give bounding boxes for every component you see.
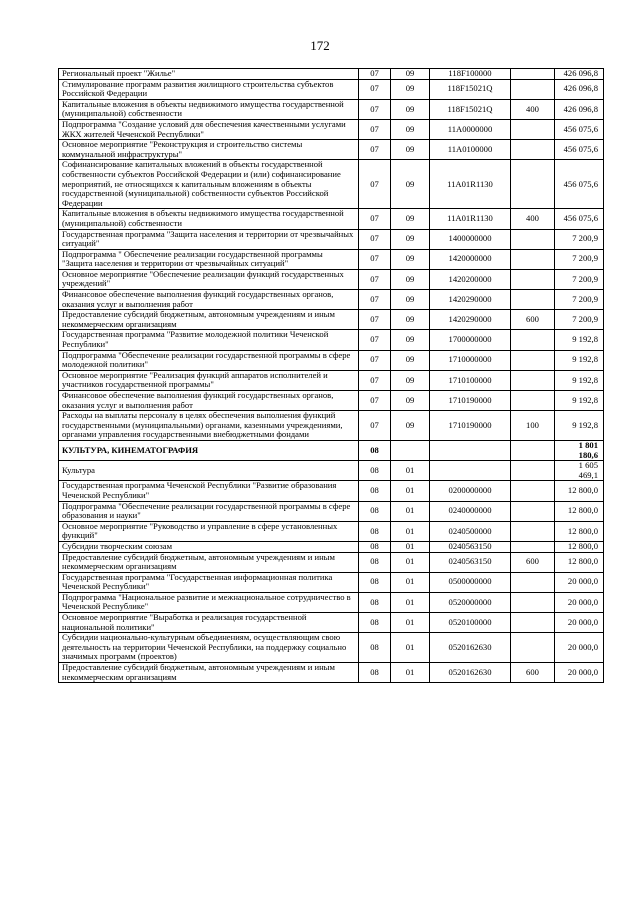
- row-name-cell: Подпрограмма "Национальное развитие и межнациональное сотрудничество в Чеченской Республике": [59, 592, 359, 612]
- row-amount-cell: 456 075,6: [555, 209, 604, 229]
- row-subsection-cell: 09: [391, 140, 430, 160]
- row-expense-type-cell: 400: [511, 99, 555, 119]
- row-target-item-cell: 1710000000: [430, 350, 511, 370]
- row-name-cell: Основное мероприятие "Выработка и реализация государственной национальной политики": [59, 613, 359, 633]
- row-target-item-cell: 1420290000: [430, 290, 511, 310]
- row-subsection-cell: 09: [391, 119, 430, 139]
- row-expense-type-cell: 100: [511, 411, 555, 441]
- row-amount-cell: 426 096,8: [555, 69, 604, 80]
- page-number: 172: [310, 38, 330, 53]
- table-row: [59, 521, 604, 541]
- table-row: [59, 99, 604, 119]
- table-row: [59, 572, 604, 592]
- row-subsection-cell: 09: [391, 99, 430, 119]
- row-expense-type-cell: [511, 461, 555, 481]
- row-target-item-cell: 118F15021Q: [430, 99, 511, 119]
- row-name-cell: Государственная программа "Государственная информационная политика Чеченской Республики": [59, 572, 359, 592]
- row-expense-type-cell: 600: [511, 310, 555, 330]
- row-name-cell: Региональный проект "Жилье": [59, 69, 359, 80]
- row-subsection-cell: 09: [391, 229, 430, 249]
- row-target-item-cell: 0240500000: [430, 521, 511, 541]
- row-expense-type-cell: [511, 391, 555, 411]
- table-row: [59, 229, 604, 249]
- row-subsection-cell: 01: [391, 501, 430, 521]
- row-name-cell: Подпрограмма " Обеспечение реализации государственной программы "Защита населения и территории от чрезвычайных ситуаций": [59, 249, 359, 269]
- row-subsection-cell: [391, 440, 430, 460]
- row-expense-type-cell: [511, 501, 555, 521]
- row-section-cell: 07: [359, 411, 391, 441]
- row-subsection-cell: 01: [391, 613, 430, 633]
- row-expense-type-cell: [511, 330, 555, 350]
- row-amount-cell: 12 800,0: [555, 541, 604, 552]
- table-row: [59, 350, 604, 370]
- row-amount-cell: 12 800,0: [555, 552, 604, 572]
- row-name-cell: Предоставление субсидий бюджетным, автономным учреждениям и иным некоммерческим организациям: [59, 310, 359, 330]
- row-name-cell: Государственная программа Чеченской Республики "Развитие образования Чеченской Республики": [59, 481, 359, 501]
- row-amount-cell: 9 192,8: [555, 350, 604, 370]
- row-target-item-cell: 11A01R1130: [430, 209, 511, 229]
- row-target-item-cell: 1420290000: [430, 310, 511, 330]
- row-expense-type-cell: [511, 269, 555, 289]
- row-target-item-cell: 118F100000: [430, 69, 511, 80]
- row-amount-cell: 20 000,0: [555, 613, 604, 633]
- row-expense-type-cell: 600: [511, 552, 555, 572]
- row-subsection-cell: 09: [391, 269, 430, 289]
- row-section-cell: 07: [359, 249, 391, 269]
- row-expense-type-cell: 600: [511, 663, 555, 683]
- row-section-cell: 07: [359, 229, 391, 249]
- row-subsection-cell: 09: [391, 290, 430, 310]
- table-row: [59, 160, 604, 209]
- row-amount-cell: 20 000,0: [555, 592, 604, 612]
- row-subsection-cell: 09: [391, 310, 430, 330]
- row-expense-type-cell: [511, 613, 555, 633]
- table-row: [59, 209, 604, 229]
- table-row: [59, 592, 604, 612]
- row-expense-type-cell: [511, 229, 555, 249]
- table-row: [59, 440, 604, 460]
- row-target-item-cell: 0520162630: [430, 633, 511, 663]
- table-row: [59, 552, 604, 572]
- row-expense-type-cell: [511, 633, 555, 663]
- table-row: [59, 411, 604, 441]
- row-name-cell: Расходы на выплаты персоналу в целях обеспечения выполнения функций государственными (муниципальными) органами, казенными учреждениями, органами управления государственными внебюджетными фондами: [59, 411, 359, 441]
- row-amount-cell: 7 200,9: [555, 269, 604, 289]
- row-expense-type-cell: [511, 481, 555, 501]
- row-name-cell: КУЛЬТУРА, КИНЕМАТОГРАФИЯ: [59, 440, 359, 460]
- row-subsection-cell: 01: [391, 663, 430, 683]
- row-subsection-cell: 09: [391, 330, 430, 350]
- row-subsection-cell: 01: [391, 481, 430, 501]
- row-name-cell: Подпрограмма "Обеспечение реализации государственной программы в сфере молодежной политики": [59, 350, 359, 370]
- row-expense-type-cell: [511, 572, 555, 592]
- row-subsection-cell: 09: [391, 370, 430, 390]
- table-row: [59, 330, 604, 350]
- row-amount-cell: 7 200,9: [555, 229, 604, 249]
- row-amount-cell: 7 200,9: [555, 310, 604, 330]
- row-amount-cell: 9 192,8: [555, 411, 604, 441]
- row-target-item-cell: 0200000000: [430, 481, 511, 501]
- row-section-cell: 07: [359, 69, 391, 80]
- row-subsection-cell: 09: [391, 391, 430, 411]
- table-row: [59, 69, 604, 80]
- row-section-cell: 07: [359, 269, 391, 289]
- row-section-cell: 08: [359, 440, 391, 460]
- row-target-item-cell: 0520000000: [430, 592, 511, 612]
- row-amount-cell: 1 801 180,6: [555, 440, 604, 460]
- row-amount-cell: 456 075,6: [555, 160, 604, 209]
- row-section-cell: 07: [359, 79, 391, 99]
- row-section-cell: 08: [359, 572, 391, 592]
- row-section-cell: 07: [359, 209, 391, 229]
- row-subsection-cell: 09: [391, 209, 430, 229]
- row-section-cell: 08: [359, 592, 391, 612]
- row-subsection-cell: 01: [391, 633, 430, 663]
- row-section-cell: 08: [359, 633, 391, 663]
- row-expense-type-cell: [511, 350, 555, 370]
- row-amount-cell: 9 192,8: [555, 370, 604, 390]
- row-expense-type-cell: [511, 160, 555, 209]
- row-expense-type-cell: [511, 79, 555, 99]
- row-subsection-cell: 09: [391, 350, 430, 370]
- row-target-item-cell: 11A0000000: [430, 119, 511, 139]
- row-target-item-cell: [430, 440, 511, 460]
- row-subsection-cell: 09: [391, 79, 430, 99]
- row-section-cell: 07: [359, 140, 391, 160]
- row-section-cell: 07: [359, 350, 391, 370]
- row-section-cell: 08: [359, 481, 391, 501]
- row-target-item-cell: 1710190000: [430, 391, 511, 411]
- row-subsection-cell: 09: [391, 411, 430, 441]
- row-amount-cell: 12 800,0: [555, 481, 604, 501]
- row-name-cell: Софинансирование капитальных вложений в объекты государственной собственности субъектов Российской Федерации и (или) софинансирование мероприятий, не относящихся к капитальным вложениям в объекты государственной (муниципальной) собственности субъектов Российской Федерации: [59, 160, 359, 209]
- row-target-item-cell: 1710190000: [430, 411, 511, 441]
- row-name-cell: Основное мероприятие "Реконструкция и строительство системы коммунальной инфраструктуры": [59, 140, 359, 160]
- row-name-cell: Государственная программа "Защита населения и территории от чрезвычайных ситуаций": [59, 229, 359, 249]
- table-row: [59, 140, 604, 160]
- row-expense-type-cell: [511, 69, 555, 80]
- row-subsection-cell: 09: [391, 69, 430, 80]
- row-target-item-cell: 11A0100000: [430, 140, 511, 160]
- row-target-item-cell: 11A01R1130: [430, 160, 511, 209]
- row-amount-cell: 426 096,8: [555, 99, 604, 119]
- row-section-cell: 07: [359, 330, 391, 350]
- row-target-item-cell: 0520162630: [430, 663, 511, 683]
- row-expense-type-cell: [511, 249, 555, 269]
- row-section-cell: 07: [359, 290, 391, 310]
- table-row: [59, 633, 604, 663]
- row-subsection-cell: 01: [391, 541, 430, 552]
- row-name-cell: Государственная программа "Развитие молодежной политики Чеченской Республики": [59, 330, 359, 350]
- table-row: [59, 310, 604, 330]
- row-subsection-cell: 09: [391, 249, 430, 269]
- row-name-cell: Субсидии творческим союзам: [59, 541, 359, 552]
- row-amount-cell: 12 800,0: [555, 521, 604, 541]
- row-subsection-cell: 01: [391, 552, 430, 572]
- row-name-cell: Финансовое обеспечение выполнения функций государственных органов, оказания услуг и выполнения работ: [59, 391, 359, 411]
- row-section-cell: 08: [359, 613, 391, 633]
- row-expense-type-cell: [511, 290, 555, 310]
- row-name-cell: Капитальные вложения в объекты недвижимого имущества государственной (муниципальной) собственности: [59, 99, 359, 119]
- row-subsection-cell: 01: [391, 521, 430, 541]
- row-expense-type-cell: [511, 140, 555, 160]
- row-section-cell: 07: [359, 99, 391, 119]
- budget-table: [58, 68, 604, 683]
- table-row: [59, 391, 604, 411]
- table-row: [59, 79, 604, 99]
- row-section-cell: 08: [359, 521, 391, 541]
- row-target-item-cell: 1420000000: [430, 249, 511, 269]
- table-row: [59, 119, 604, 139]
- row-amount-cell: 12 800,0: [555, 501, 604, 521]
- row-expense-type-cell: [511, 440, 555, 460]
- row-target-item-cell: 0520100000: [430, 613, 511, 633]
- row-amount-cell: 20 000,0: [555, 633, 604, 663]
- row-amount-cell: 7 200,9: [555, 249, 604, 269]
- row-name-cell: Капитальные вложения в объекты недвижимого имущества государственной (муниципальной) собственности: [59, 209, 359, 229]
- row-section-cell: 08: [359, 663, 391, 683]
- row-name-cell: Основное мероприятие "Руководство и управление в сфере установленных функций": [59, 521, 359, 541]
- row-name-cell: Финансовое обеспечение выполнения функций государственных органов, оказания услуг и выполнения работ: [59, 290, 359, 310]
- row-section-cell: 08: [359, 501, 391, 521]
- row-section-cell: 07: [359, 160, 391, 209]
- table-row: [59, 613, 604, 633]
- row-expense-type-cell: [511, 521, 555, 541]
- row-target-item-cell: 0240000000: [430, 501, 511, 521]
- table-row: [59, 501, 604, 521]
- row-section-cell: 08: [359, 541, 391, 552]
- row-target-item-cell: 0240563150: [430, 552, 511, 572]
- row-amount-cell: 20 000,0: [555, 663, 604, 683]
- row-target-item-cell: 1400000000: [430, 229, 511, 249]
- budget-table-body: [59, 69, 604, 683]
- row-subsection-cell: 01: [391, 592, 430, 612]
- row-expense-type-cell: [511, 592, 555, 612]
- row-name-cell: Предоставление субсидий бюджетным, автономным учреждениям и иным некоммерческим организациям: [59, 552, 359, 572]
- row-amount-cell: 426 096,8: [555, 79, 604, 99]
- table-row: [59, 663, 604, 683]
- row-target-item-cell: 118F15021Q: [430, 79, 511, 99]
- row-section-cell: 07: [359, 119, 391, 139]
- row-target-item-cell: 1710100000: [430, 370, 511, 390]
- row-name-cell: Стимулирование программ развития жилищного строительства субъектов Российской Федерации: [59, 79, 359, 99]
- table-row: [59, 541, 604, 552]
- row-amount-cell: 9 192,8: [555, 330, 604, 350]
- row-section-cell: 07: [359, 370, 391, 390]
- table-row: [59, 481, 604, 501]
- row-expense-type-cell: [511, 370, 555, 390]
- row-name-cell: Основное мероприятие "Реализация функций аппаратов исполнителей и участников государственной программы": [59, 370, 359, 390]
- row-section-cell: 08: [359, 552, 391, 572]
- row-expense-type-cell: [511, 541, 555, 552]
- table-row: [59, 370, 604, 390]
- table-row: [59, 249, 604, 269]
- row-amount-cell: 1 605 469,1: [555, 461, 604, 481]
- row-target-item-cell: [430, 461, 511, 481]
- row-subsection-cell: 01: [391, 461, 430, 481]
- row-name-cell: Субсидии национально-культурным объединениям, осуществляющим свою деятельность на территории Чеченской Республики, на поддержку социально значимых программ (проектов): [59, 633, 359, 663]
- row-expense-type-cell: [511, 119, 555, 139]
- row-amount-cell: 7 200,9: [555, 290, 604, 310]
- row-target-item-cell: 0240563150: [430, 541, 511, 552]
- row-target-item-cell: 1700000000: [430, 330, 511, 350]
- row-name-cell: Подпрограмма "Создание условий для обеспечения качественными услугами ЖКХ жителей Чеченской Республики": [59, 119, 359, 139]
- row-target-item-cell: 0500000000: [430, 572, 511, 592]
- row-section-cell: 07: [359, 391, 391, 411]
- row-amount-cell: 9 192,8: [555, 391, 604, 411]
- row-section-cell: 07: [359, 310, 391, 330]
- row-name-cell: Предоставление субсидий бюджетным, автономным учреждениям и иным некоммерческим организациям: [59, 663, 359, 683]
- row-subsection-cell: 01: [391, 572, 430, 592]
- row-section-cell: 08: [359, 461, 391, 481]
- row-amount-cell: 20 000,0: [555, 572, 604, 592]
- row-name-cell: Культура: [59, 461, 359, 481]
- table-row: [59, 461, 604, 481]
- row-amount-cell: 456 075,6: [555, 119, 604, 139]
- row-target-item-cell: 1420200000: [430, 269, 511, 289]
- row-name-cell: Подпрограмма "Обеспечение реализации государственной программы в сфере образования и науки": [59, 501, 359, 521]
- row-amount-cell: 456 075,6: [555, 140, 604, 160]
- row-subsection-cell: 09: [391, 160, 430, 209]
- row-expense-type-cell: 400: [511, 209, 555, 229]
- row-name-cell: Основное мероприятие "Обеспечение реализации функций государственных учреждений": [59, 269, 359, 289]
- table-row: [59, 290, 604, 310]
- table-row: [59, 269, 604, 289]
